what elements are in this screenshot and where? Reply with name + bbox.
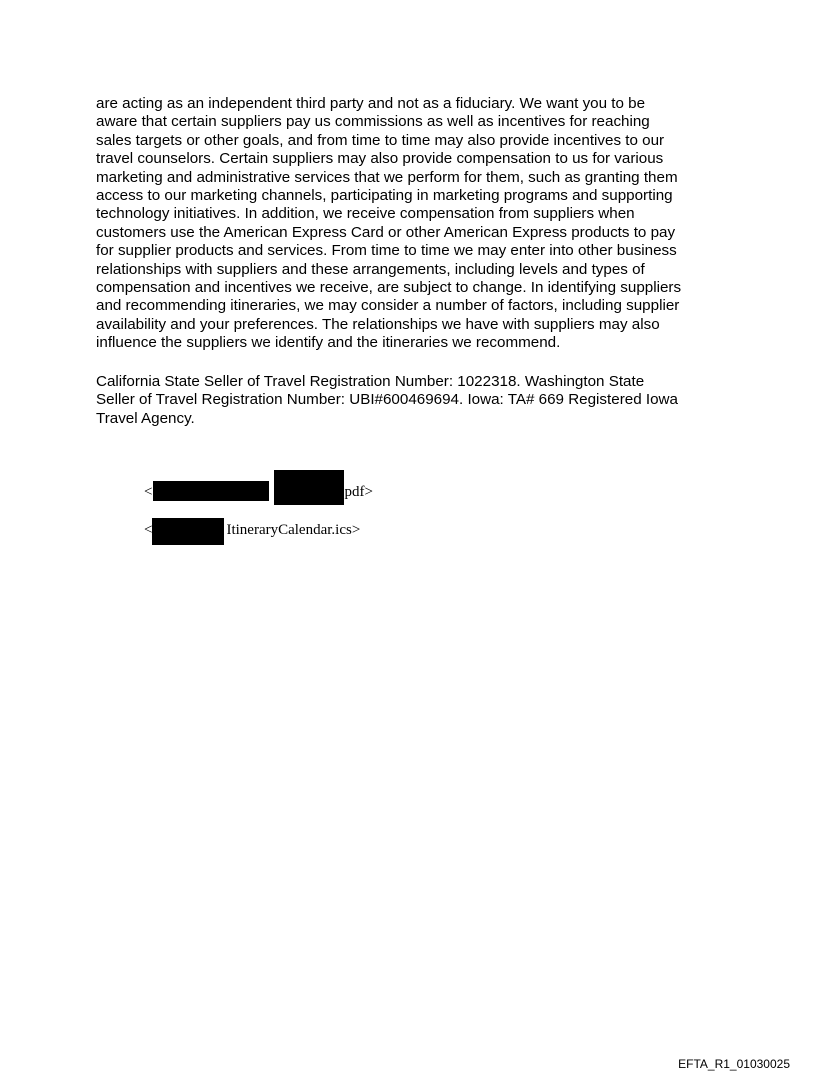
redaction-block xyxy=(153,481,269,501)
attachment-prefix: < xyxy=(144,522,153,538)
text-line: marketing and administrative services that we perform for them, such as granting them xyxy=(96,168,678,186)
text-line: California State Seller of Travel Registration Number: 1022318. Washington State xyxy=(96,373,645,390)
text-line: influence the suppliers we identify and the itineraries we recommend. xyxy=(96,334,561,352)
text-line: travel counselors. Certain suppliers may also provide compensation to us for various xyxy=(96,150,664,168)
text-line: relationships with suppliers and these arrangements, including levels and types of xyxy=(96,260,645,278)
redaction-block xyxy=(152,518,224,545)
redaction-block xyxy=(274,470,344,505)
attachment-prefix: < xyxy=(144,484,153,500)
text-line: and recommending itineraries, we may consider a number of factors, including supplier xyxy=(96,297,680,315)
text-line: Seller of Travel Registration Number: UBI#600469694. Iowa: TA# 669 Registered Iowa xyxy=(96,391,678,409)
document-id: EFTA_R1_01030025 xyxy=(678,1057,790,1071)
attachment-suffix: ItineraryCalendar.ics> xyxy=(226,522,361,538)
text-line: for supplier products and services. From time to time we may enter into other business xyxy=(96,242,677,260)
text-line: availability and your preferences. The relationships we have with suppliers may also xyxy=(96,315,660,333)
text-line: are acting as an independent third party and not as a fiduciary. We want you to be xyxy=(96,95,646,112)
attachment-suffix: pdf> xyxy=(344,484,373,500)
text-line: compensation and incentives we receive, are subject to change. In identifying suppliers xyxy=(96,279,682,297)
text-line: aware that certain suppliers pay us commissions as well as incentives for reaching xyxy=(96,113,650,131)
text-line: technology initiatives. In addition, we receive compensation from suppliers when xyxy=(96,205,635,223)
text-line: customers use the American Express Card or other American Express products to pay xyxy=(96,223,676,241)
text-line: Travel Agency. xyxy=(96,409,195,427)
text-line: sales targets or other goals, and from time to time may also provide incentives to our xyxy=(96,131,665,149)
text-line: access to our marketing channels, participating in marketing programs and supporting xyxy=(96,187,673,205)
registration-paragraph xyxy=(96,373,726,428)
disclosure-paragraph xyxy=(96,95,726,353)
